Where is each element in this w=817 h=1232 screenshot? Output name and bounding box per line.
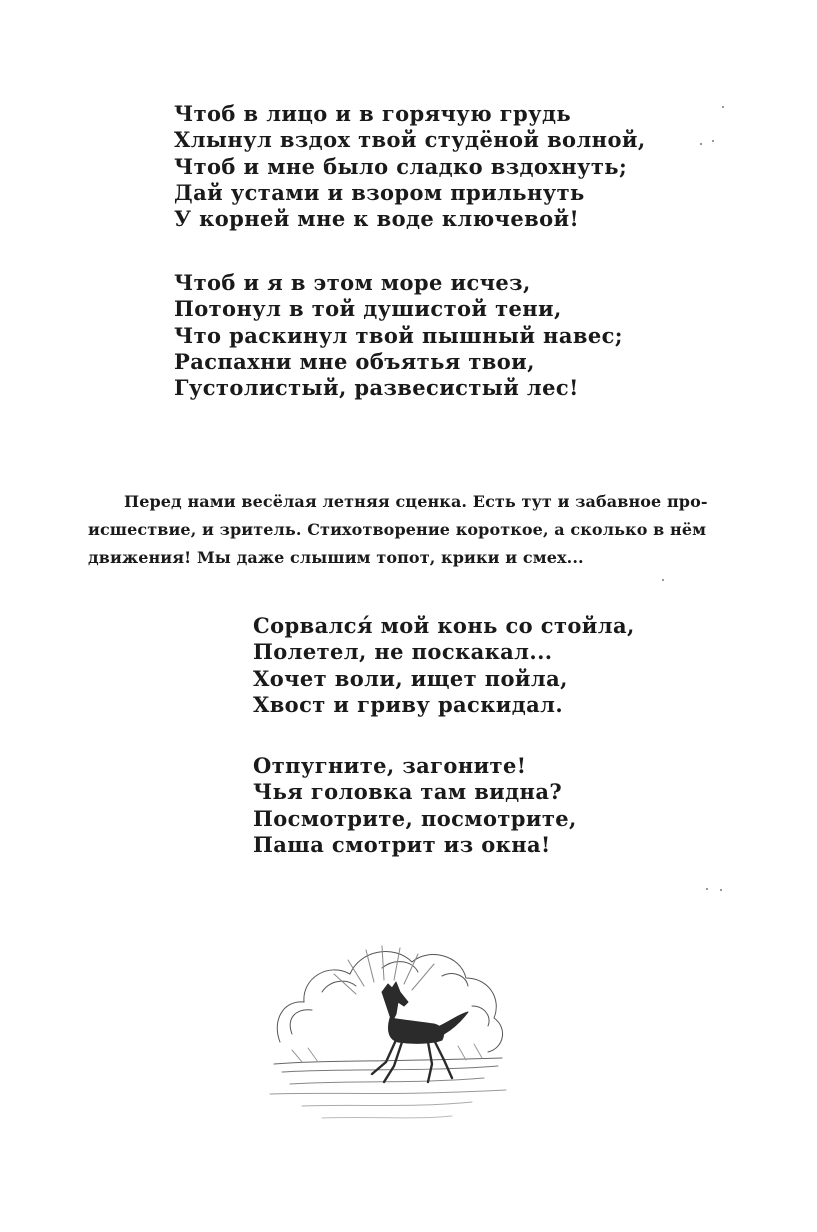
scan-speck — [706, 888, 708, 890]
poem-line: Хлынул вздох твой студёной волной, — [174, 127, 646, 153]
poem-line: Полетел, не поскакал... — [253, 639, 553, 665]
poem-line: Паша смотрит из окна! — [253, 831, 551, 857]
poem-line: Распахни мне объятья твои, — [174, 348, 535, 374]
poem-1-stanza-2 — [174, 270, 623, 401]
poem-line: Что раскинул твой пышный навес; — [174, 322, 623, 348]
poem-line: Сорвалcя́ мой конь со стойла, — [253, 613, 635, 638]
scan-speck — [712, 140, 714, 142]
poem-line: Чтоб и я в этом море исчез, — [174, 270, 531, 295]
prose-line: исшествие, и зритель. Стихотворение короткое, а сколько в нём — [88, 520, 707, 539]
poem-line: Чья головка там видна? — [253, 779, 563, 805]
prose-paragraph — [88, 488, 728, 572]
poem-2-stanza-2 — [253, 753, 577, 858]
poem-line: Потонул в той душистой тени, — [174, 296, 562, 322]
poem-2-stanza-1 — [253, 613, 635, 718]
poem-line: Хочет воли, ищет пойла, — [253, 665, 568, 691]
poem-line: Чтоб и мне было сладко вздохнуть; — [174, 153, 628, 179]
poem-line: Густолистый, развесистый лес! — [174, 375, 579, 401]
poem-line: Хвост и гриву раскидал. — [253, 691, 564, 717]
scan-speck — [662, 579, 664, 581]
poem-line: Посмотрите, посмотрите, — [253, 805, 577, 831]
scan-speck — [720, 889, 722, 891]
poem-line: Чтоб в лицо и в горячую грудь — [174, 101, 571, 126]
galloping-horse-illustration-icon — [262, 922, 512, 1147]
poem-line: Отпугните, загоните! — [253, 753, 527, 778]
scan-speck — [700, 143, 702, 145]
prose-line: Перед нами весёлая летняя сценка. Есть тут и забавное про- — [124, 492, 708, 511]
poem-1-stanza-1 — [174, 101, 646, 232]
poem-line: Дай устами и взором прильнуть — [174, 179, 585, 205]
prose-line: движения! Мы даже слышим топот, крики и смех... — [88, 548, 584, 567]
poem-line: У корней мне к воде ключевой! — [174, 206, 580, 232]
scan-speck — [722, 106, 724, 108]
